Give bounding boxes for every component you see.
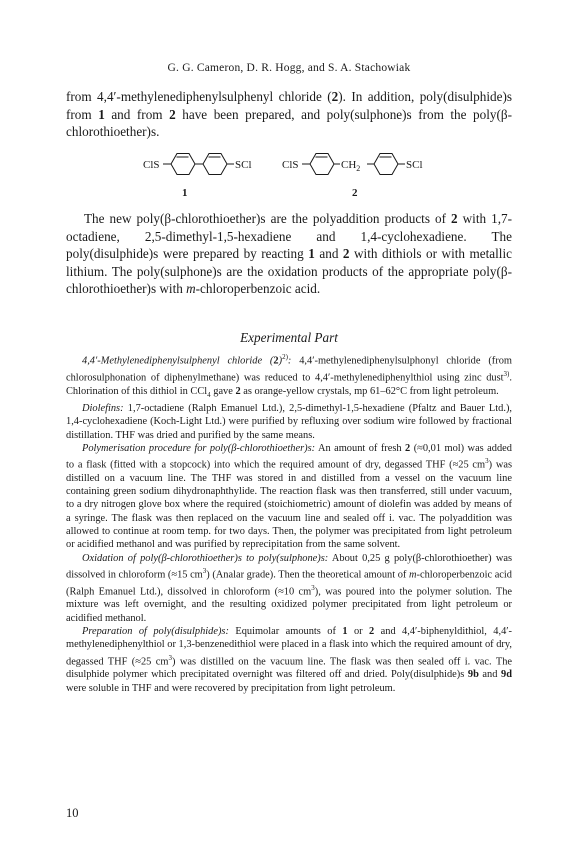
running-header: G. G. Cameron, D. R. Hogg, and S. A. Stachowiak xyxy=(167,62,411,74)
structure-1-left-group: ClS xyxy=(143,159,160,171)
body-paragraph: The new poly(β-chlorothioether)s are the polyaddition products of 2 with 1,7-octadiene, 2,5-dimethyl-1,5-hexadiene and 1,4-cyclohexadiene. The poly(disulphide)s were prepared by reacting 1 and 2 with dithiols or with metallic lithium. The poly(sulphone)s are the oxidation products of the appropriate poly(β-chlorothioether)s with m-chloroperbenzoic acid. xyxy=(66,211,512,296)
exp-paragraph-monomer: 4,4′-Methylenediphenylsulphenyl chloride $(2)^{2)}$: 4,4′-methylenediphenylsulphonyl chloride (from chlorosulphonation of diphenylmethane) was reduced to 4,4′-methylenediphenylthiol using zinc dust$^{3)}$. Chlorination of this dithiol in CCl$_4$ gave 2 as orange-yellow crystals, mp 61–62°C from light petroleum. xyxy=(66,353,512,399)
structure-2-bridge: $CH_2$ xyxy=(341,159,361,173)
structure-2-right-group: SCl xyxy=(406,159,423,171)
chemical-structures xyxy=(66,146,512,206)
structure-1 xyxy=(143,154,252,200)
journal-page xyxy=(66,0,512,864)
structure-2-left-group: ClS xyxy=(282,159,299,171)
exp-paragraph-disulphides: Preparation of poly(disulphide)s: Equimolar amounts of 1 or 2 and 4,4′-biphenyldithiol, 4,4′-methylenediphenylthiol or 1,3-benzenedithiol were placed in a flask into which the required amount of dry, degassed THF (≈25 $cm^3$) was distilled on the vacuum line. The flask was then sealed off i. vac. The disulphide polymer which precipitated overnight was filtered off and dried. Poly(disulphide)s 9b and 9d were soluble in THF and were recovered by precipitation from light petroleum. xyxy=(66,626,512,694)
page-number: 10 xyxy=(66,806,79,820)
structure-1-right-group: SCl xyxy=(235,159,252,171)
section-title: Experimental Part xyxy=(240,330,338,345)
intro-paragraph: from 4,4′-methylenediphenylsulphenyl chloride (2). In addition, poly(disulphide)s from 1 and from 2 have been prepared, and poly(sulphone)s from the poly(β-chlorothioether)s. xyxy=(66,89,513,139)
exp-paragraph-diolefins: Diolefins: 1,7-octadiene (Ralph Emanuel Ltd.), 2,5-dimethyl-1,5-hexadiene (Pfaltz and Bauer Ltd.), 1,4-cyclohexadiene (Koch-Light Ltd.) were purified by refluxing over sodium wire followed by fractional distillation. THF was dried and purified by the same means. xyxy=(66,402,512,441)
structure-2 xyxy=(282,154,423,200)
structure-2-label: 2 xyxy=(352,187,358,199)
experimental-section xyxy=(66,351,512,695)
structure-1-label: 1 xyxy=(182,187,188,199)
exp-paragraph-polymerisation: Polymerisation procedure for poly(β-chlorothioether)s: An amount of fresh 2 (≈0,01 mol) was added to a flask (fitted with a stopcock) into which the required amount of dry, degassed THF (≈25 $cm^3$) was distilled on a vacuum line. The THF was stored in and distilled from a vessel on the vacuum line containing green sodium dihydronaphthylide. The reaction flask was then transferred, still under vacuum, to a dry nitrogen glove box where the required (stoichiometric) amount of diolefin was added by means of a syringe. The flask was then replaced on the vacuum line and sealed off i. vac. The polyaddition was allowed to continue at room temp. for two days. Then, the polymer was precipitated from light petroleum or acidified methanol and was purified by reprecipitation from the same solvent. xyxy=(66,442,512,551)
exp-paragraph-oxidation: Oxidation of poly(β-chlorothioether)s to poly(sulphone)s: About 0,25 g poly(β-chlorothioether) was dissolved in chloroform (≈15 $cm^3$) (Analar grade). Then the theoretical amount of m-chloroperbenzoic acid (Ralph Emanuel Ltd.), dissolved in chloroform (≈10 $cm^3$), was poured into the polymer solution. The mixture was left overnight, and the resulting oxidized polymer precipitated from light petroleum or acidified methanol. xyxy=(66,552,512,624)
